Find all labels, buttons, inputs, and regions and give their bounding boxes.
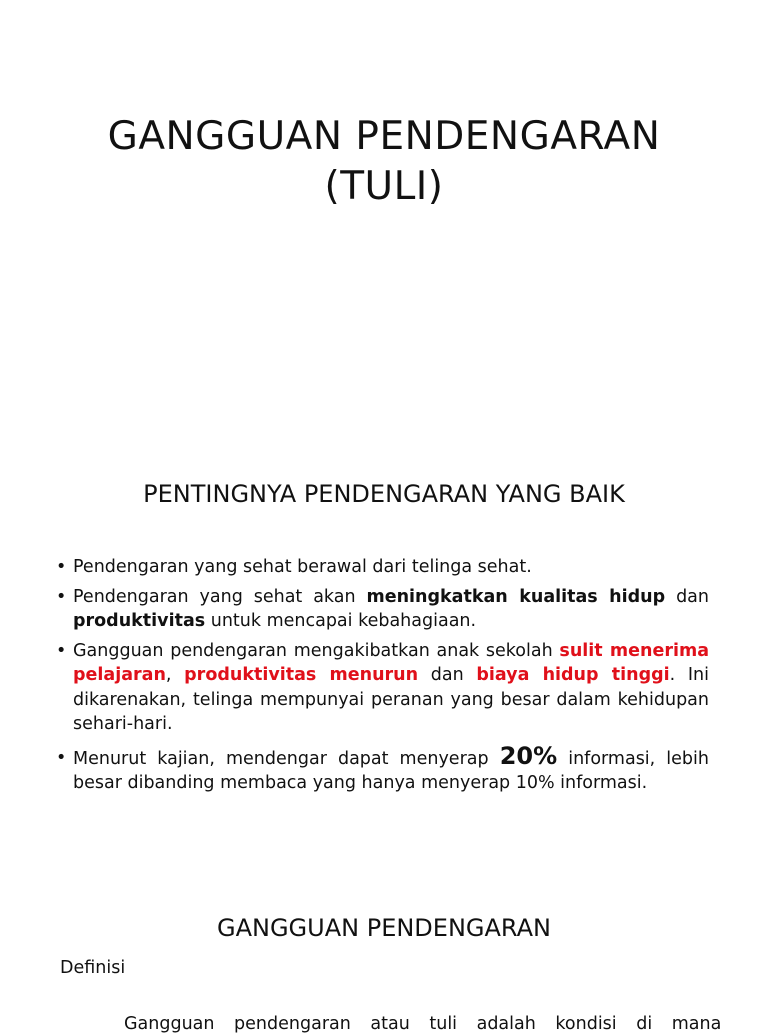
bullet-text: Pendengaran yang sehat akan [73, 586, 367, 607]
bullet-text: , [165, 665, 185, 685]
bullet-item [56, 639, 709, 737]
bullet-dot-icon: • [56, 747, 67, 768]
bullet-text: informasi, lebih besar dibanding membaca yang hanya menyerap 10% informasi. [73, 748, 709, 793]
percentage-highlight: 20% [499, 741, 558, 770]
bullet-dot-icon: • [56, 557, 67, 577]
bullet-item [56, 741, 709, 796]
bullet-text: dan [665, 586, 709, 607]
section-heading-hearing-loss: GANGGUAN PENDENGARAN [216, 914, 551, 942]
definition-text: Gangguan pendengaran atau tuli adalah kondisi di mana [124, 1014, 722, 1034]
highlight-red-text: produktivitas menurun [184, 665, 419, 685]
bullet-text: Gangguan pendengaran mengakibatkan anak sekolah [73, 640, 560, 661]
bullet-item [56, 555, 709, 580]
title-line-1: GANGGUAN PENDENGARAN [107, 114, 661, 159]
bullet-list [56, 555, 709, 801]
bullet-item [56, 585, 709, 634]
emphasis-text: meningkatkan kualitas hidup [366, 586, 666, 607]
section-heading-importance: PENTINGNYA PENDENGARAN YANG BAIK [143, 480, 625, 508]
bullet-text: untuk mencapai kebahagiaan. [205, 611, 477, 631]
bullet-dot-icon: • [56, 586, 67, 607]
bullet-text: Pendengaran yang sehat berawal dari telinga sehat. [73, 557, 532, 577]
highlight-red-text: biaya hidup tinggi [476, 665, 670, 685]
emphasis-text: produktivitas [73, 611, 206, 631]
definition-label: Definisi [60, 958, 126, 978]
slide-title [0, 112, 768, 212]
bullet-text: Menurut kajian, mendengar dapat menyerap [73, 748, 500, 769]
highlight-red-text: sulit menerima pelajaran [73, 640, 709, 685]
title-line-2: (TULI) [324, 164, 444, 209]
bullet-text: . Ini dikarenakan, telinga mempunyai peranan yang besar dalam kehidupan sehari-hari. [73, 665, 709, 734]
bullet-dot-icon: • [56, 640, 67, 661]
bullet-text: dan [418, 665, 477, 685]
